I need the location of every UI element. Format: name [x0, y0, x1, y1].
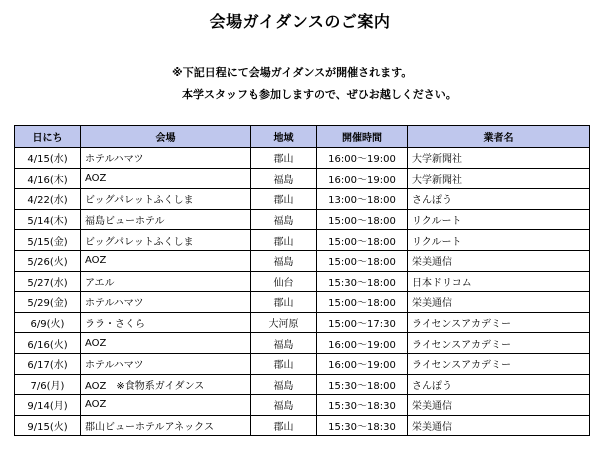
cell-venue: AOZ — [81, 168, 251, 189]
table-row — [15, 374, 590, 395]
table-row — [15, 292, 590, 313]
cell-time: 15:00～18:00 — [317, 292, 408, 313]
cell-host: 大学新聞社 — [408, 168, 590, 189]
cell-venue: ララ・さくら — [81, 312, 251, 333]
cell-host: ライセンスアカデミー — [408, 333, 590, 354]
cell-time: 15:00～18:00 — [317, 230, 408, 251]
cell-area: 郡山 — [251, 353, 317, 374]
table-row — [15, 189, 590, 210]
cell-date: 9/15(火) — [15, 415, 81, 436]
cell-date: 5/14(木) — [15, 209, 81, 230]
cell-host: ライセンスアカデミー — [408, 312, 590, 333]
table-row — [15, 271, 590, 292]
cell-venue: AOZ ※食物系ガイダンス — [81, 374, 251, 395]
cell-time: 15:30～18:30 — [317, 395, 408, 416]
cell-time: 13:00～18:00 — [317, 189, 408, 210]
cell-host: さんぽう — [408, 189, 590, 210]
cell-time: 16:00～19:00 — [317, 148, 408, 169]
header-area: 地域 — [251, 126, 317, 148]
notice-line-2: 本学スタッフも参加しますので、ぜひお越しください。 — [182, 88, 457, 101]
cell-area: 郡山 — [251, 189, 317, 210]
cell-area: 福島 — [251, 168, 317, 189]
cell-host: 大学新聞社 — [408, 148, 590, 169]
header-host: 業者名 — [408, 126, 590, 148]
cell-area: 郡山 — [251, 415, 317, 436]
cell-date: 5/15(金) — [15, 230, 81, 251]
table-row — [15, 353, 590, 374]
table-row — [15, 168, 590, 189]
cell-date: 4/22(水) — [15, 189, 81, 210]
cell-venue: ビッグパレットふくしま — [81, 189, 251, 210]
cell-area: 郡山 — [251, 230, 317, 251]
cell-area: 福島 — [251, 209, 317, 230]
cell-time: 15:00～18:00 — [317, 209, 408, 230]
cell-time: 15:30～18:30 — [317, 415, 408, 436]
schedule-body — [15, 148, 590, 436]
cell-venue: ビッグパレットふくしま — [81, 230, 251, 251]
header-venue: 会場 — [81, 126, 251, 148]
table-row — [15, 250, 590, 271]
cell-host: ライセンスアカデミー — [408, 353, 590, 374]
cell-host: 栄美通信 — [408, 292, 590, 313]
cell-time: 16:00～19:00 — [317, 353, 408, 374]
cell-venue: 福島ビューホテル — [81, 209, 251, 230]
cell-area: 福島 — [251, 374, 317, 395]
page-title: 会場ガイダンスのご案内 — [209, 12, 391, 31]
cell-host: さんぽう — [408, 374, 590, 395]
cell-date: 5/26(火) — [15, 250, 81, 271]
cell-venue: アエル — [81, 271, 251, 292]
header-time: 開催時間 — [317, 126, 408, 148]
cell-date: 9/14(月) — [15, 395, 81, 416]
cell-date: 6/16(火) — [15, 333, 81, 354]
cell-time: 16:00～19:00 — [317, 333, 408, 354]
cell-area: 仙台 — [251, 271, 317, 292]
cell-time: 15:00～18:00 — [317, 250, 408, 271]
table-row — [15, 230, 590, 251]
cell-date: 6/9(火) — [15, 312, 81, 333]
cell-date: 4/15(水) — [15, 148, 81, 169]
cell-date: 7/6(月) — [15, 374, 81, 395]
cell-area: 郡山 — [251, 292, 317, 313]
cell-host: 日本ドリコム — [408, 271, 590, 292]
cell-time: 15:00～17:30 — [317, 312, 408, 333]
notice-line-1: ※下記日程にて会場ガイダンスが開催されます。 — [172, 66, 413, 79]
cell-area: 大河原 — [251, 312, 317, 333]
table-row — [15, 209, 590, 230]
cell-host: 栄美通信 — [408, 395, 590, 416]
cell-date: 5/27(水) — [15, 271, 81, 292]
cell-date: 5/29(金) — [15, 292, 81, 313]
cell-date: 4/16(木) — [15, 168, 81, 189]
cell-area: 郡山 — [251, 148, 317, 169]
schedule-table — [14, 125, 590, 436]
cell-host: リクルート — [408, 209, 590, 230]
cell-venue: AOZ — [81, 250, 251, 271]
cell-area: 福島 — [251, 250, 317, 271]
table-row — [15, 415, 590, 436]
table-row — [15, 333, 590, 354]
cell-date: 6/17(水) — [15, 353, 81, 374]
table-header-row — [15, 126, 590, 148]
cell-host: リクルート — [408, 230, 590, 251]
cell-venue: AOZ — [81, 333, 251, 354]
cell-time: 15:30～18:00 — [317, 374, 408, 395]
header-date: 日にち — [15, 126, 81, 148]
cell-host: 栄美通信 — [408, 250, 590, 271]
cell-venue: ホテルハマツ — [81, 292, 251, 313]
cell-area: 福島 — [251, 333, 317, 354]
cell-time: 15:30～18:00 — [317, 271, 408, 292]
cell-host: 栄美通信 — [408, 415, 590, 436]
cell-time: 16:00～19:00 — [317, 168, 408, 189]
cell-venue: 郡山ビューホテルアネックス — [81, 415, 251, 436]
cell-area: 福島 — [251, 395, 317, 416]
table-row — [15, 395, 590, 416]
table-row — [15, 148, 590, 169]
cell-venue: AOZ — [81, 395, 251, 416]
table-row — [15, 312, 590, 333]
cell-venue: ホテルハマツ — [81, 148, 251, 169]
cell-venue: ホテルハマツ — [81, 353, 251, 374]
